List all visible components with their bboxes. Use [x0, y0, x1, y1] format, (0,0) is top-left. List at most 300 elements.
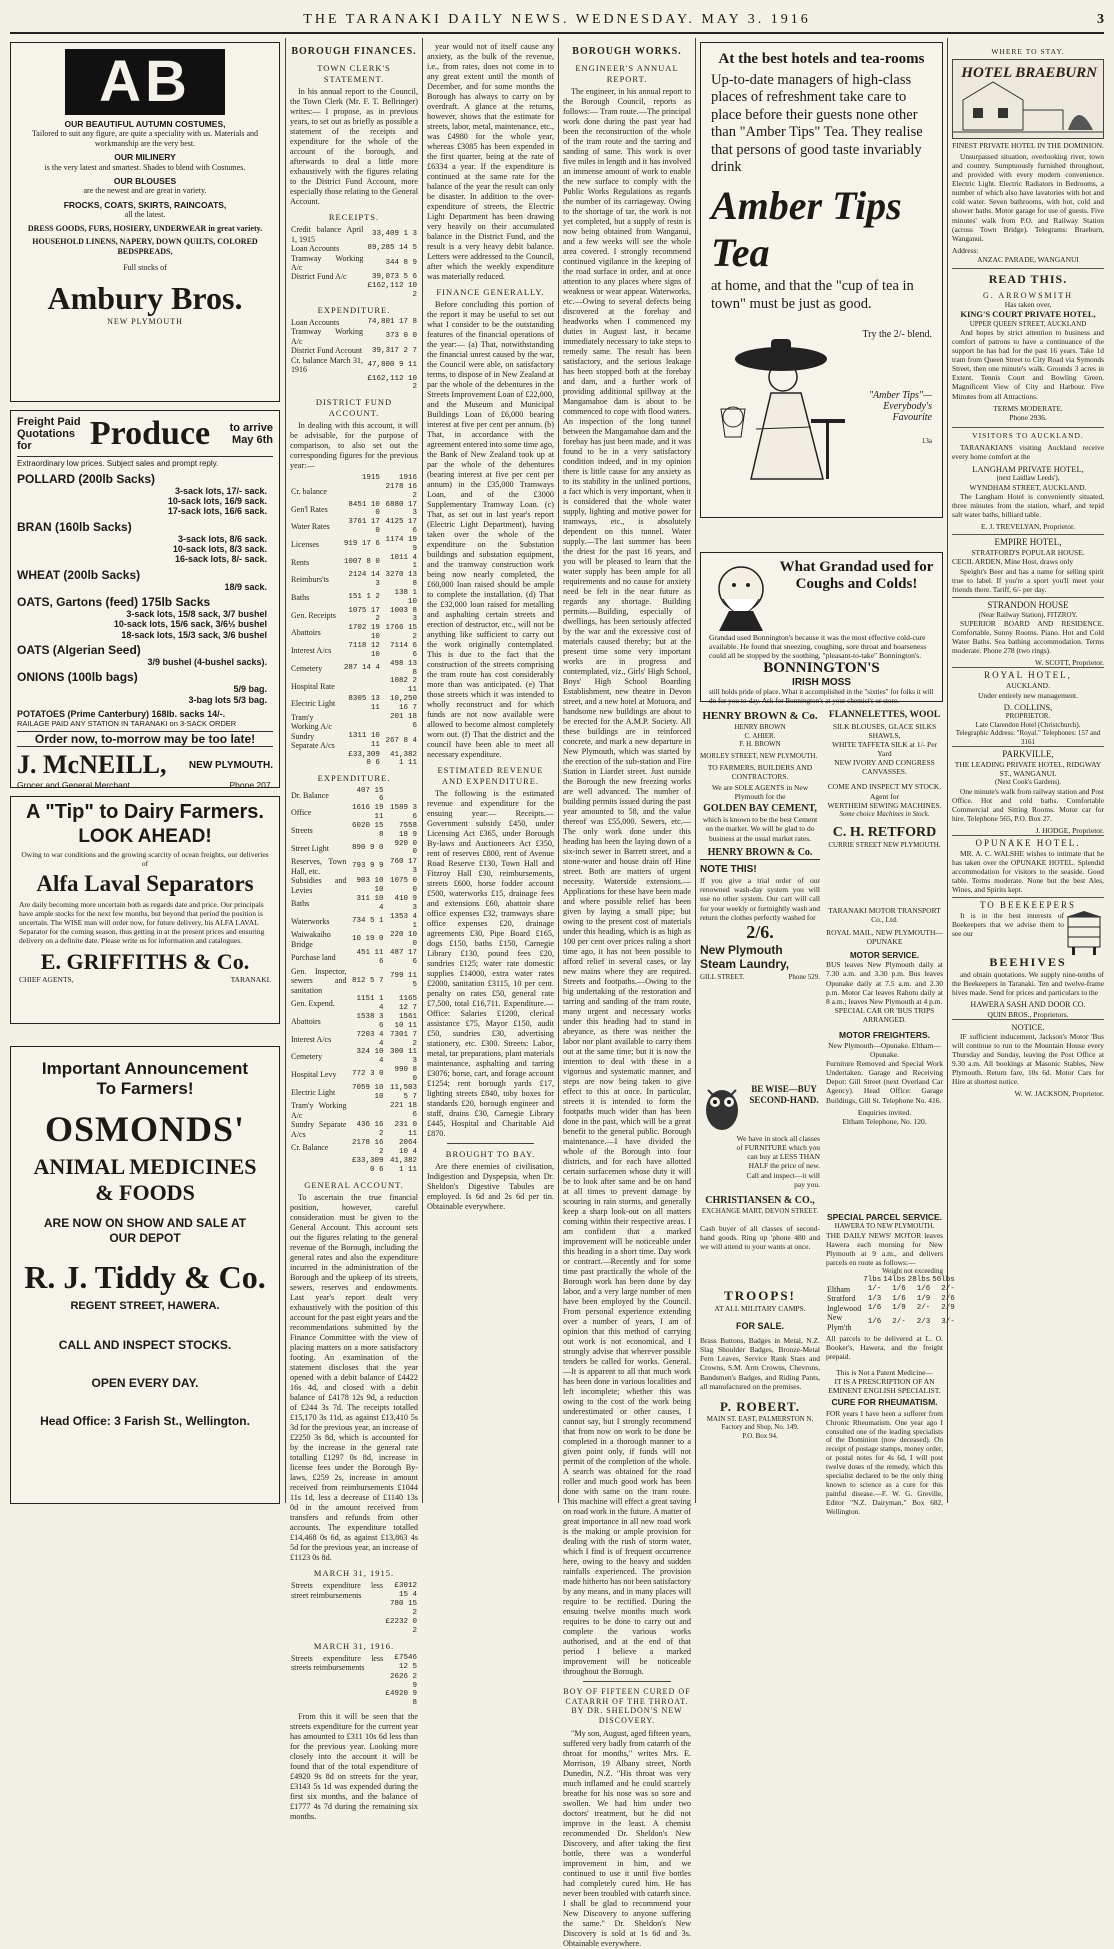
grandad-portrait-icon — [709, 559, 773, 631]
row-value: 7203 4 4 — [356, 1030, 384, 1048]
table-row — [290, 346, 418, 355]
table-row — [290, 1618, 418, 1636]
parcel-table — [826, 1276, 956, 1332]
produce-item-price: 18-sack lots, 15/3 sack, 3/6 bushel — [121, 629, 267, 640]
table-row — [290, 1120, 418, 1139]
row-label: Cemetery — [291, 1052, 323, 1062]
page-header — [10, 12, 1104, 34]
alfa-headline: A "Tip" to Dairy Farmers. — [26, 801, 264, 823]
ambury-town: NEW PLYMOUTH — [107, 317, 183, 327]
row-value: 2124 14 3 — [348, 571, 380, 589]
flannel-line: NEW IVORY AND CONGRESS CANVASSES. — [834, 758, 935, 777]
borough-works-column — [563, 42, 692, 1948]
ambury-line: are the newest and are great in variety. — [83, 186, 207, 196]
row-value: 41,382 1 11 — [389, 1156, 417, 1174]
row-value: 772 3 0 — [352, 1070, 384, 1079]
row-value: 799 11 5 — [389, 972, 417, 990]
row-value — [341, 483, 381, 501]
row-label: Loan Accounts — [291, 244, 340, 254]
produce-item-name: OATS (Algerian Seed) — [17, 643, 141, 658]
borough-finances-column — [290, 42, 418, 1822]
row-value — [341, 713, 381, 732]
mcneill-phone: Phone 207. — [229, 780, 273, 791]
bees-big: BEEHIVES — [989, 955, 1067, 970]
henry-street: MORLEY STREET, NEW PLYMOUTH. — [700, 752, 818, 760]
row-value: 1/9 — [892, 1304, 906, 1312]
table-row — [826, 1294, 956, 1303]
amber-caption: "Amber Tips"— Everybody's Favourite — [868, 390, 932, 424]
parcel-table-head: Weight not exceeding — [882, 1267, 943, 1276]
produce-item-price: 5/9 bag. — [233, 684, 267, 695]
row-value: 3270 13 8 — [385, 571, 417, 589]
alfa-sub: Owing to war conditions and the growing scarcity of ocean freights, our deliveries of — [21, 850, 269, 868]
finances-intro: In his annual report to the Council, the Town Clerk (Mr. F. T. Bellringer) writes:— I propose, as in previous years, to set out as briefly as possible a statement of the receipts and expenditure for the whole of the account of the borough, and afterwards to deal a little more exhaustively with the figures relating to the District Fund Account, more especially those relating to the General Account. — [290, 86, 418, 206]
secondhand-text: We have in stock all classes of FURNITURE which you can buy at LESS THAN HALF the price of new. Call and inspect—it will pay you. — [736, 1134, 820, 1189]
royal-prop: PROPRIETOR. — [1005, 712, 1051, 720]
row-value: 1/9 — [916, 1294, 931, 1303]
row-value: 201 18 6 — [389, 713, 417, 731]
amber-sig: 13a — [921, 437, 932, 446]
row-value: 1/6 — [892, 1294, 906, 1303]
row-label: New Plym'th — [827, 1313, 852, 1332]
row-label: Interest A/cs — [291, 1034, 332, 1044]
parcel-col-header: 28lbs — [907, 1275, 931, 1284]
row-label: Baths — [291, 593, 310, 603]
row-label: Inglewood — [827, 1303, 862, 1313]
henry-brown-ad — [700, 710, 820, 1040]
ambury-line: OUR MILINERY — [114, 152, 176, 163]
notice-title: NOTICE. — [952, 1019, 1104, 1032]
row-label: Gen. Expend. — [291, 999, 335, 1009]
table-row — [290, 822, 418, 840]
row-value: 1561 10 11 — [394, 1012, 417, 1030]
row-value: 231 0 11 — [394, 1120, 417, 1138]
read-phone: Phone 2936. — [1009, 412, 1047, 422]
row-value: 1702 19 10 — [348, 624, 380, 642]
bees-text: It is in the best interests of Beekeepers that we advise them to see our — [952, 911, 1064, 939]
freight-title: MOTOR FREIGHTERS. — [839, 1030, 930, 1041]
table-row — [290, 1690, 418, 1708]
row-label: Cr. balance March 31, 1916 — [291, 355, 363, 375]
row-value: 1589 3 6 — [389, 804, 417, 822]
langham-hotel: LANGHAM PRIVATE HOTEL, — [972, 464, 1084, 475]
grandad-tail: still holds pride of place. What it accomplished in the "sixties" for folks it will do for you to-day. Ask for Bonnington's at your chemist's or store. — [709, 688, 934, 705]
row-value: 1007 8 0 — [343, 557, 380, 566]
produce-left: Freight Paid Quotations for — [17, 415, 81, 453]
column-rule — [285, 38, 286, 1503]
braeburn-address-label: Address: — [952, 245, 979, 255]
read-terms: TERMS MODERATE. — [993, 403, 1063, 413]
produce-right: to arrive May 6th — [229, 421, 273, 446]
mcneill-place: NEW PLYMOUTH. — [188, 759, 273, 771]
troops-ad — [700, 1288, 820, 1504]
note-price: 2/6. — [746, 921, 774, 942]
row-value: 1165 12 7 — [398, 995, 417, 1013]
bonningtons-brand2: IRISH MOSS — [792, 677, 851, 689]
read-text: And hopes by strict attention to business and comfort of patrons to have a continuance of the support he has had for the past 16 years. Take 1d tram from Queen Street to City Road via Symonds Street, then one minute's walk. Grounds 3 acres in Extent. Tennis Court and Bowling Green. Magnificent View of City and Harbour. Five Minutes from all Attractions. — [952, 328, 1104, 401]
langham-note: (next Laidlaw Leeds'), — [996, 474, 1060, 483]
note-phone: Phone 529. — [788, 973, 820, 982]
row-label: Tramway Working A/c — [291, 327, 363, 346]
read-taken: Has taken over, — [1004, 300, 1052, 310]
strandon-text: SUPERIOR BOARD AND RESIDENCE. Comfortable, Sunny Rooms. Piano. Hot and Cold Water Baths. Sea bathing accommodation. Terms moderate. Phone 278 (two rings). — [952, 619, 1104, 656]
alfa-product: Alfa Laval Separators — [36, 871, 254, 896]
row-label: Sundry Separate A/cs — [291, 731, 335, 751]
row-label: Abattoirs — [291, 1017, 321, 1027]
transport-text: BUS leaves New Plymouth daily at 7.30 a.m. and 3.30 p.m. Bus leaves Opunake daily at 7.5 a.m. and 2.30 p.m. Motor Car leaves Rahotu daily at 8 a.m.; leaves New Plymouth at 4 p.m. — [826, 960, 943, 1006]
table-row — [290, 282, 418, 300]
row-value: 11,503 5 7 — [389, 1083, 417, 1101]
table-row — [290, 571, 418, 589]
grandad-head: What Grandad used for Coughs and Colds! — [779, 559, 934, 593]
henry-title: HENRY BROWN & Co. — [702, 710, 818, 722]
visitors-title: VISITORS TO AUCKLAND. — [952, 427, 1104, 440]
osmonds-stock: ARE NOW ON SHOW AND SALE AT OUR DEPOT — [43, 1215, 247, 1246]
row-label: Hospital Levy — [291, 1070, 337, 1080]
row-value: 7301 7 2 — [389, 1030, 417, 1048]
row-value: £162,112 10 2 — [367, 281, 417, 299]
opunake-title: OPUNAKE HOTEL. — [952, 835, 1104, 849]
produce-note: Extraordinary low prices. Subject sales and prompt reply. — [17, 459, 219, 468]
table-row — [290, 713, 418, 732]
year-header: 1915 — [361, 473, 380, 482]
row-value: 436 16 2 — [356, 1120, 384, 1138]
royal-note: Under entirely new management. — [978, 690, 1078, 700]
rheum-text: FOR years I have been a sufferer from Chronic Rheumatism. One year ago I consulted one of the leading specialists of the Dominion (now deceased). On receipt of postage stamps, money order, or postal notes for 4s 6d, I will post twelve doses of the remedy, which this specialist declared to be the only thing known to science as a cure for this painful disease.—F. W. G. Greville, Editor "N.Z. Dairyman," Box 682, Wellington. — [826, 1408, 943, 1516]
row-value: £33,309 0 6 — [352, 1156, 384, 1174]
row-value: 1538 3 6 — [356, 1012, 384, 1030]
boy-title: BOY OF FIFTEEN CURED OF CATARRH OF THE THROAT. BY DR. SHELDON'S NEW DISCOVERY. — [563, 1686, 691, 1726]
table-header-row — [826, 1276, 956, 1285]
row-value: 1082 2 11 — [389, 677, 417, 695]
table-row — [290, 787, 418, 805]
row-value: 373 0 0 — [385, 332, 417, 341]
tiddy-street: REGENT STREET, HAWERA. — [70, 1299, 220, 1312]
table-header-row — [290, 474, 418, 483]
row-value: 151 1 2 — [348, 593, 380, 602]
note-street: GILL STREET. — [700, 973, 745, 982]
owl-icon — [700, 1078, 744, 1134]
march31-title: MARCH 31, 1915. — [313, 1567, 395, 1578]
row-label — [290, 1690, 384, 1708]
expenditure-table — [290, 787, 418, 1175]
table-row — [290, 660, 418, 678]
row-value: 1616 19 11 — [352, 804, 384, 822]
amber-head: At the best hotels and tea-rooms — [718, 51, 925, 67]
freight-text: Furniture Removed and Special Work Undertaken. Garage and Receiving Depot: Gill Street (next Overland Car Agency). Head Office: Garage Buildings, Gill St. Telephone No. 416. — [826, 1058, 943, 1105]
grandad-body: Grandad used Bonnington's because it was the most effective cold-cure available. He found that sneezing, coughing, sore throat and hoarseness could all be stopped by the soothing, "pleasant-to-take" Bonnington's. — [709, 633, 927, 661]
boy-text: "My son, August, aged fifteen years, suffered very badly from catarrh of the throat for months," writes Mrs. E. Morrison, 19 Albany street, North Dunedin, N.Z. "His throat was very much inflamed and he could scarcely breathe for his nose was so sore and swollen. We had him under two doctors' treatment, but he did not improve in the least. A chemist recommended Dr. Sheldon's New Discovery, and after taking the first bottle, there was a wonderful improvement in him, and we continued to use it until five bottles had completely cured him. He has never been troubled with catarrh since. I shall be glad to recommend your New Discovery to anyone suffering the same." Dr. Sheldon's New Discovery is sold at 1s 6d and 3s. Obtainable everywhere. — [563, 1728, 691, 1948]
close-text: From this it will be seen that the streets expenditure for the current year has amounted to £311 10s 6d less than for the previous year. Looking more closely into the account it will be found that of the total expenditure of £4920 9s 8d on streets for the year, £3143 5s 1d was expended during the first six months, and the balance of £1777 4s 7d during the remaining six months. — [290, 1712, 418, 1822]
row-value: 1003 8 3 — [389, 606, 417, 624]
row-value: 1/6 — [867, 1318, 882, 1327]
produce-item-price: 18/9 sack. — [224, 581, 267, 592]
royal-name: D. COLLINS, — [1003, 701, 1053, 712]
row-label: Licenses — [291, 540, 319, 549]
transport-eltham: Eltham Telephone, No. 120. — [842, 1116, 927, 1126]
royal-town: AUCKLAND. — [1006, 681, 1050, 691]
row-value: 287 14 4 — [343, 664, 380, 673]
row-value: 311 10 4 — [356, 895, 384, 912]
row-value: 451 11 6 — [356, 949, 384, 967]
table-row — [290, 876, 418, 895]
produce-ad — [10, 410, 280, 791]
row-label: Eltham — [827, 1284, 851, 1294]
note-name: New Plymouth Steam Laundry, — [700, 942, 790, 971]
table-row — [290, 1013, 418, 1031]
row-label: Tram'y Working A/c — [291, 712, 332, 732]
alfa-body: Are daily becoming more uncertain both as regards date and price. Our principals have ample stocks for the next few months, but beyond that period the position is uncertain. The WISE man will order now, for future delivery, his ALFA LAVAL Separator for the coming season, thus getting in at the present prices and ensuring delivery on a definite date. Please write us for information and catalogues. — [19, 900, 265, 945]
row-label: Street Light — [291, 843, 329, 853]
row-value: 1766 15 2 — [385, 624, 417, 642]
parcel-sub: HAWERA TO NEW PLYMOUTH. — [834, 1222, 935, 1231]
fin-general-title: FINANCE GENERALLY. — [436, 287, 545, 297]
row-value: 2/- — [941, 1285, 955, 1294]
table-row — [290, 607, 418, 625]
table-row — [290, 695, 418, 713]
christiansen-street: EXCHANGE MART, DEVON STREET. — [701, 1207, 819, 1216]
column-rule — [558, 38, 559, 1503]
henry-cement-text: which is known to be the best Cement on the market. We will be glad to do business at the usual market rates. — [702, 815, 818, 843]
table-row — [290, 1139, 418, 1157]
osmonds-name: OSMONDS' — [44, 1108, 246, 1149]
bees-title: TO BEEKEEPERS — [952, 897, 1104, 911]
strandon-title: STRANDON HOUSE — [952, 597, 1104, 611]
row-label: Sundry Separate A/cs — [291, 1120, 347, 1139]
read-title: READ THIS. — [952, 268, 1104, 287]
row-label — [290, 375, 364, 393]
table-row — [290, 589, 418, 607]
row-label: Tramway Working A/c — [291, 253, 364, 273]
empire-title: EMPIRE HOTEL, — [952, 534, 1104, 548]
row-value: 220 10 0 — [389, 931, 417, 948]
table-row — [290, 995, 418, 1013]
table-row — [826, 1313, 956, 1332]
parkville-note: (Next Cook's Gardens). — [995, 778, 1061, 787]
row-value: 760 17 3 — [389, 857, 417, 875]
row-label: Gen. Receipts — [291, 610, 336, 620]
row-value: 890 9 0 — [352, 844, 384, 853]
march-1915-table — [290, 1581, 418, 1635]
langham-text: The Langham Hotel is conveniently situated, three minutes from the station, wharf, and tepid salt water baths, billiard table. — [952, 492, 1104, 520]
note-text: If you give a trial order of our renowned wash-day system you will use no other system. Our cart will call for your weekly or fortnightly wash and return the clothes perfectly washed for — [700, 876, 820, 922]
row-value: 300 11 3 — [389, 1048, 417, 1066]
table-row — [290, 1581, 418, 1600]
table-row — [290, 327, 418, 346]
order-now: Order now, to-morrow may be too late! — [17, 731, 273, 747]
langham-street: WYNDHAM STREET, AUCKLAND. — [969, 482, 1087, 492]
column-rule — [422, 38, 423, 1503]
table-row — [290, 483, 418, 501]
year-header: 1916 — [398, 473, 417, 482]
row-value: 903 10 10 — [356, 876, 384, 894]
row-value: 2/- — [916, 1304, 931, 1312]
table-row — [290, 356, 418, 375]
row-label: Interest A/cs — [291, 646, 332, 656]
potatoes-line: POTATOES (Prime Canterbury) 168lb. sacks 14/-. — [17, 709, 226, 720]
osmonds-call: CALL AND INSPECT STOCKS. — [58, 1337, 232, 1352]
parcel-col-header: 56lbs — [932, 1275, 955, 1284]
royal-tele: Telegraphic Address: "Royal." Telephones: 157 and 3161 — [955, 729, 1101, 746]
secondhand-ad — [700, 1078, 820, 1288]
table-row — [290, 1654, 418, 1673]
henry-cement: GOLDEN BAY CEMENT, — [703, 803, 817, 815]
row-value: 407 15 6 — [356, 786, 384, 804]
table-row — [290, 272, 418, 281]
district-title: DISTRICT FUND ACCOUNT. — [315, 397, 393, 418]
receipts-title: RECEIPTS. — [328, 211, 380, 222]
row-value: 734 5 1 — [352, 917, 384, 926]
produce-item-name: POLLARD (200lb Sacks) — [17, 471, 156, 486]
produce-item-price: 3/9 bushel (4-bushel sacks). — [147, 657, 267, 668]
kings-court-street: UPPER QUEEN STREET, AUCKLAND — [969, 319, 1087, 328]
braeburn-logo: HOTEL BRAEBURN — [961, 65, 1097, 82]
secondhand-title: BE WISE—BUY SECOND-HAND. — [749, 1084, 819, 1105]
retford-street: CURRIE STREET NEW PLYMOUTH. — [828, 841, 941, 850]
robert-addr: MAIN ST. EAST, PALMERSTON N. Factory and Shop, No. 149. — [706, 1414, 814, 1432]
row-label: Loan Accounts — [291, 317, 340, 327]
row-value: 919 17 6 — [343, 540, 380, 549]
empire-name: CECIL ARDEN, Mine Host, draws only — [952, 557, 1074, 567]
ambury-line: HOUSEHOLD LINENS, NAPERY, DOWN QUILTS, COLORED BEDSPREADS, — [32, 237, 258, 256]
ab-logo: AB — [65, 49, 225, 115]
expend-table — [290, 318, 418, 392]
osmonds-open: OPEN EVERY DAY. — [91, 1375, 199, 1390]
retford-ad — [826, 710, 943, 900]
row-value: 812 5 7 — [352, 976, 384, 985]
note-title: NOTE THIS! — [700, 863, 757, 875]
ambury-line: Full stocks of — [123, 262, 167, 272]
opunake-text: MR. A. C. WALSHE wishes to intimate that he has taken over the OPUNAKE HOTEL. Splendid accommodation for visitors to the seaside. Good table. Terms moderate. None but the best Ales, Wines, and Spirits kept. — [952, 849, 1104, 895]
table-row — [290, 1101, 418, 1120]
hotel-braeburn-illustration — [952, 59, 1104, 139]
row-value: 1/6 — [892, 1285, 906, 1294]
estimated-title: ESTIMATED REVENUE AND EXPENDITURE. — [437, 765, 544, 786]
row-label: Water Rates — [291, 522, 330, 532]
works-sub: ENGINEER'S ANNUAL REPORT. — [575, 63, 679, 84]
fin2-text1: year would not of itself cause any anxiety, as the bulk of the revenue, i.e., from rates, does not come in to any great extent until the month of December, and for some months the Borough has always to carry on by overdraft. A glance at the returns, however, shows that the estimate for streets, labor, metal, maintenance, etc., was £4980 for the whole year, whereas £3085 has been expended in the first quarter, being at the rate of £6334 a year. If the expenditure is continued at the same rate for the balance of the year the result can only be disaster. In addition to the over-expenditure of streets, the Electric Light Department has been drawing very heavily on their accumulated balance in the District Fund, and the result is a very heavy debit balance. Letters were addressed to the Council, after which the weekly expenditure was materially reduced. — [427, 42, 554, 281]
parkville-title: PARKVILLE, — [952, 746, 1104, 760]
row-label: Dr. Balance — [291, 790, 329, 800]
works-title: BOROUGH WORKS. — [572, 46, 682, 57]
henry-to: TO FARMERS, BUILDERS AND CONTRACTORS. — [707, 762, 813, 781]
row-value: 1311 10 11 — [348, 732, 380, 750]
expend-title: EXPENDITURE. — [317, 304, 391, 315]
flannel-agent: Agent for — [870, 791, 899, 801]
table-row — [290, 1066, 418, 1084]
royal-title: ROYAL HOTEL, — [952, 667, 1104, 681]
row-value: 2/- — [892, 1318, 906, 1327]
row-label: Credit balance April 1, 1915 — [291, 225, 364, 244]
row-value: 1011 4 1 — [389, 553, 417, 571]
row-value — [341, 677, 381, 695]
table-row — [290, 1600, 418, 1618]
row-value: 2626 2 9 — [389, 1672, 417, 1690]
produce-item-price: 10-sack lots, 8/3 sack. — [172, 543, 267, 554]
row-value: 33,409 1 3 — [371, 230, 417, 239]
parcel-col-header: 7lbs — [863, 1275, 882, 1284]
bay-text: Are there enemies of civilisation, Indigestion and Dyspepsia, when Dr. Sheldon's Digestive Tabules are employed. Is 6d and 2s 6d per tin. Obtainable everywhere. — [427, 1162, 554, 1212]
row-label — [290, 474, 341, 483]
ambury-ad — [10, 42, 280, 402]
district-table — [290, 474, 418, 768]
parcel-foot: All parcels to be delivered at L. O. Booker's, Hawera, and the freight prepaid. — [826, 1334, 943, 1362]
table-row — [826, 1285, 956, 1294]
row-label: Hospital Rate — [291, 681, 335, 691]
row-label: Waiwakaiho Bridge — [291, 930, 331, 949]
flannel-title: FLANNELETTES, WOOL — [828, 710, 941, 720]
table-row — [290, 857, 418, 876]
row-value: 2/3 — [916, 1318, 931, 1327]
row-value: 990 8 0 — [394, 1066, 417, 1083]
row-value: 324 10 4 — [356, 1048, 384, 1066]
row-value: £4920 9 8 — [385, 1690, 417, 1708]
ambury-line: OUR BLOUSES — [113, 176, 177, 187]
railage-line: RAILAGE PAID ANY STATION IN TARANAKI on 3-SACK ORDER — [17, 719, 237, 729]
parcel-service-ad — [826, 1212, 955, 1362]
transport-title: TARANAKI MOTOR TRANSPORT Co., Ltd. — [828, 906, 941, 925]
works-text: The engineer, in his annual report to the Borough Council, reports as follows:— Tram route.—The principal work done during the past year had been the reconstruction of the whole of the tram route and the tarring and sanding of same. This work is over five miles in length and it has involved an immense amount of work to enable the new surface to comply with the Public Works Regulations as regards the number of its carriageway. Owing to the shortage of tar, the work is not yet completed, but a supply of resin is now being obtained from Wanganui, and a few weeks will see the whole area covered. I strongly recommend continued vigilance in the keeping of the road surface in order, and at once attention to any places where signs of weakness or wear appear. Waterworks, etc.—Owing to several defects being discovered at the forebay and headworks when I commenced my duties in August last, it became immediately necessary to take steps to remedy same. The result has been satisfactory, and the serious leakage has been stopped both at the forebay and dam, and a further work of providing additional spillway at the Mangamahoe dam is about to be commenced to cope with flood waters. An inspection of the long tunnel between the Mangamahoe dam and the forebay has just been made, and it was found to be in a very satisfactory condition indeed, and in my opinion there is little cause for any anxiety as to its stability in the unlined portions, a fact which is very important, when it is considered that the whole water supply, lighting and motive power for tramways, etc., is absolutely dependent on this tunnel. Water supply.—The last summer has been the driest for the past 16 years, and you will be pleased to learn that the water supply has been ample for all requirements and no cause for anxiety need be felt in the near future as regards any shortage. Building permits.—Building, especially of dwellings, has been seriously affected by the war and the excessive cost of materials caused thereby; but at the present time some very important works are in progress and contemplated, viz., Girls' High School, Boys' High School Boarding Establishment, new theatre in Devon street, and a new hotel at Motuora, and handsome new buildings are about to be erected for the A.M.P. Society. All these buildings are in reinforced concrete, and mark a new departure in New Plymouth, which was started by the erection of the sub-station and Fire Station in Liardet street. Just outside the Borough the new freezing works are well advanced. The number of building permits issued during the past year amounted to 58, and the value thereof was £55,000. Sewers, etc.—The only work done under this heading has been the laying down of a six-inch sewer in Barrett street, and a stone-water and house drain off Hine street. Both are matters of urgent necessity. Waterside extensions.—Applications for these have been made and where possible relief has been given by laying a small pipe; but owing to the present cost of materials under this heading, which is as high as 100 per cent over prices ruling a short time ago, it has not been possible to afford relief in several cases, or lay new mains where they are required. Streets and footpaths.—Owing to the big undertaking of the restoration and tarring and sanding of the tram route, many urgent and necessary works under this heading had to stand in abeyance, as there was neither the labor nor plant available to carry them out at the same time; but it is now the intention to deal with these in a vigorous and systematic manner, and steps are now being taken to give effect to this at once. In particular, streets it is intended to form the footpaths much wider than has been done in the past, which will be a great benefit to the general public. Borough maintenance.—I have divided the whole of the Borough into four districts, and for each have allotted certain surfacemen whose duty it will be to look after same and be on hand at all times to prevent damage by scouring in rain storms, and generally keep a sharp look-out on all matters coming within their respective areas. I am confident that a marked improvement will be noticeable under this heading in a short time. Day work or contract.—Recently and for some time past practically the whole of the Borough work has been done by day labor, and a very large number of men have been employed by the Council. From personal experience extending over a number of years, I am of opinion that this method of carrying out work is not economical, and I strongly advise that wherever possible tenders be called for works. General.—It is apparent to all that much work has been done in various localities and left incomplete; whether this was owing to the cost of the work being underestimated or other causes, I cannot say, but I strongly recommend that from now on work to be done be completed in a thorough manner to a given point only, if funds will not permit of the completion of the whole. A search was obtained for the road roller and much good work has been done with same on the tram route. This machine will effect a great saving on road work in the future. A matter of great importance in all new road work is the making or ample provision for dealing with the rush of storm water, which I find is of frequent occurrence here, owing to the heavy and sudden rainfalls experienced. The provision made hitherto has not been satisfactory by any means, and in many places will require to be rectified. During the ensuing twelve months much work requires to be done to carry out and complete the various works authorised, and at the end of that period I believe a marked improvement will be noticeable throughout the Borough. — [563, 86, 692, 1676]
parkville-sub: THE LEADING PRIVATE HOTEL, RIDGWAY ST., WANGANUI. — [954, 760, 1102, 779]
troops-title: TROOPS! — [724, 1288, 796, 1303]
table-row — [290, 642, 418, 660]
langham-prop: E. J. TREVELYAN, Proprietor. — [981, 522, 1075, 532]
march1916-title: MARCH 31, 1916. — [313, 1640, 395, 1651]
row-value: 344 8 9 — [385, 258, 417, 267]
bonningtons-ad — [700, 552, 943, 705]
row-value: 1/6 — [867, 1304, 882, 1312]
row-value: 7114 6 6 — [389, 642, 417, 659]
henry-sign: HENRY BROWN & Co. — [700, 847, 820, 860]
row-value: 8451 10 0 — [348, 500, 380, 518]
row-value: £3012 15 4 — [394, 1581, 417, 1599]
column-rule — [695, 38, 696, 1503]
receipts-table — [290, 225, 418, 299]
row-value: 2/6 — [941, 1294, 955, 1303]
ambury-line: FROCKS, COATS, SKIRTS, RAINCOATS, — [63, 199, 227, 210]
amber-tips-ad — [700, 42, 943, 518]
transport-ad — [826, 906, 943, 1146]
row-value: 7059 10 10 — [352, 1083, 384, 1101]
transport-special: SPECIAL CAR OR 'BUS TRIPS ARRANGED. — [834, 1006, 935, 1025]
empire-text: Speight's Beer and has a name for selling spirit true to label. If you're a sport you'll meet your friends there. Tariff, 6/- per day. — [952, 566, 1104, 594]
row-label: Electric Light — [291, 1087, 336, 1097]
braeburn-text: Unsurpassed situation, overlooking river, town and country. Sumptuously furnished throughout, and provided with every modern convenience. Electric Light. Electric Radiators in Bedrooms, a number of which also have lavatories with hot and cold water. Seven bathrooms, with hot, cold and shower baths. Motor garage for use of guests. Five minutes' walk from P.O. and Railway Station (across Town Bridge). Telegrams: Braeburn, Wanganui. — [952, 152, 1104, 243]
table-row — [290, 244, 418, 253]
row-value — [347, 1101, 384, 1120]
osmonds-announce: Important Announcement To Farmers! — [41, 1059, 249, 1099]
table-row — [290, 949, 418, 967]
expenditure-title: EXPENDITURE. — [317, 773, 391, 784]
row-value: 7558 18 9 — [398, 821, 417, 839]
freight-sub: New Plymouth—Opunake. Eltham—Opunake. — [828, 1040, 941, 1059]
district-intro: In dealing with this account, it will be advisable, for the purpose of comparison, to also set out the corresponding figures for the previous year:— — [290, 420, 418, 470]
row-label — [290, 1618, 384, 1636]
produce-item-price: 17-sack lots, 16/6 sack. — [167, 506, 267, 517]
rheum-pre: This is Not a Patent Medicine— — [836, 1368, 933, 1377]
table-row — [290, 1084, 418, 1102]
flannel-line: SILK BLOUSES, GLACE SILKS SHAWLS, — [832, 721, 937, 740]
retford-name: C. H. RETFORD — [832, 825, 937, 841]
empire-street: STRATFORD'S POPULAR HOUSE. — [971, 548, 1085, 558]
finances-title: BOROUGH FINANCES. — [291, 46, 417, 57]
produce-items — [17, 472, 273, 705]
rheum-pre2: IT IS A PRESCRIPTION OF AN EMINENT ENGLISH SPECIALIST. — [828, 1377, 941, 1396]
troops-text: Brass Buttons, Badges in Metal, N.Z. Slag Shoulder Badges, Bronze-Metal Fern Leaves, Service Rank Stars and Crowns, S.M. Arm Crowns, Chevrons, Bandsmen's Badges, and Riding Pants, all manufactured on the premises. — [700, 1335, 820, 1391]
alfa-laval-ad — [10, 796, 280, 1024]
table-row — [290, 967, 418, 995]
page-number: 3 — [1097, 12, 1104, 27]
